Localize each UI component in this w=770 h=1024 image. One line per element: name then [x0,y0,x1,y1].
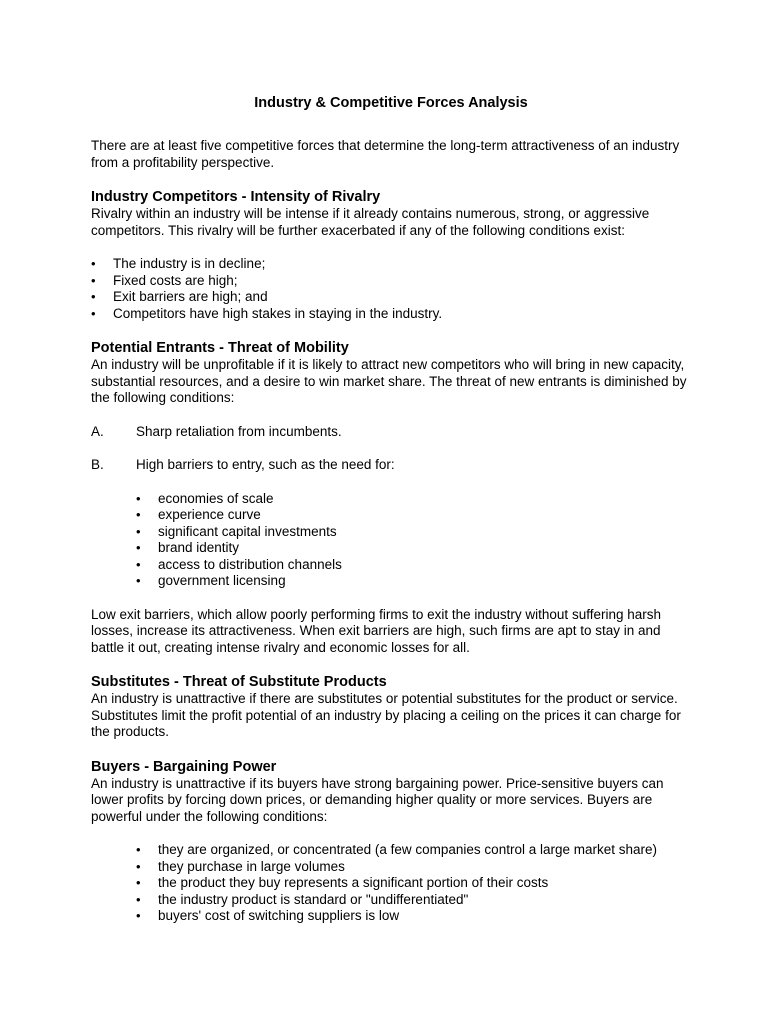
buyers-bullet-list [91,842,691,925]
section-heading-entrants: Potential Entrants - Threat of Mobility [91,340,349,356]
list-item: • The industry is in decline; [91,256,266,271]
bullet-icon: • [136,842,141,857]
barriers-bullet-list [91,491,691,590]
section-heading-rivalry: Industry Competitors - Intensity of Rivalry [91,189,381,205]
buyers-body: An industry is unattractive if its buyers have strong bargaining power. Price-sensitive buyers can lower profits by forcing down prices, or demanding higher quality or more services. Buyers are powerful under the following conditions: [91,775,664,824]
section-rivalry [91,189,691,322]
entrants-item-b: B. High barriers to entry, such as the need for: [91,457,395,472]
list-item: • they are organized, or concentrated (a few companies control a large market share) [136,842,658,857]
bullet-icon: • [136,858,141,874]
substitutes-body: An industry is unattractive if there are substitutes or potential substitutes for the product or service. Substitutes limit the profit potential of an industry by placing a ceiling on the prices it can charge for the products. [91,691,681,739]
bullet-icon: • [136,875,141,890]
section-buyers [91,759,691,925]
document-page [91,94,691,943]
section-heading-buyers: Buyers - Bargaining Power [91,758,277,775]
list-item: • the product they buy represents a significant portion of their costs [136,875,549,890]
bullet-icon: • [136,573,141,588]
bullet-icon: • [136,523,141,539]
bullet-icon: • [136,891,141,907]
entrants-body: An industry will be unprofitable if it is likely to attract new competitors who will bring in new capacity, substantial resources, and a desire to win market share. The threat of new entrants is diminished by the following conditions: [91,357,687,405]
rivalry-bullet-list [91,256,691,322]
entrants-closing: Low exit barriers, which allow poorly performing firms to exit the industry without suffering harsh losses, increase its attractiveness. When exit barriers are high, such firms are apt to stay in and battle it out, creating intense rivalry and economic losses for all. [91,606,661,655]
list-item: • buyers' cost of switching suppliers is low [136,908,400,923]
rivalry-body: Rivalry within an industry will be intense if it already contains numerous, strong, or aggressive competitors. This rivalry will be further exacerbated if any of the following conditions exist: [91,206,650,238]
section-heading-substitutes: Substitutes - Threat of Substitute Products [91,674,387,690]
list-item: • they purchase in large volumes [136,858,345,874]
entrants-item-a: A. Sharp retaliation from incumbents. [91,423,342,439]
bullet-icon: • [91,272,96,288]
bullet-icon: • [136,507,141,522]
list-item: • Competitors have high stakes in staying in the industry. [91,305,443,321]
list-item: • economies of scale [136,490,274,506]
list-item: • brand identity [136,540,240,555]
list-item: • government licensing [136,573,286,588]
bullet-icon: • [136,540,141,555]
bullet-icon: • [91,256,96,271]
list-item: • access to distribution channels [136,556,342,572]
page-title: Industry & Competitive Forces Analysis [254,95,528,111]
section-entrants [91,340,691,656]
section-substitutes [91,674,691,741]
bullet-icon: • [136,490,141,506]
bullet-icon: • [136,908,141,923]
bullet-icon: • [91,289,96,304]
bullet-icon: • [136,556,141,572]
bullet-icon: • [91,305,96,321]
list-item: • the industry product is standard or "undifferentiated" [136,891,469,907]
intro-paragraph: There are at least five competitive forces that determine the long-term attractiveness of an industry from a profitability perspective. [91,138,680,170]
list-item: • Exit barriers are high; and [91,289,268,304]
list-item: • experience curve [136,507,261,522]
list-item: • Fixed costs are high; [91,272,238,288]
list-item: • significant capital investments [136,523,337,539]
